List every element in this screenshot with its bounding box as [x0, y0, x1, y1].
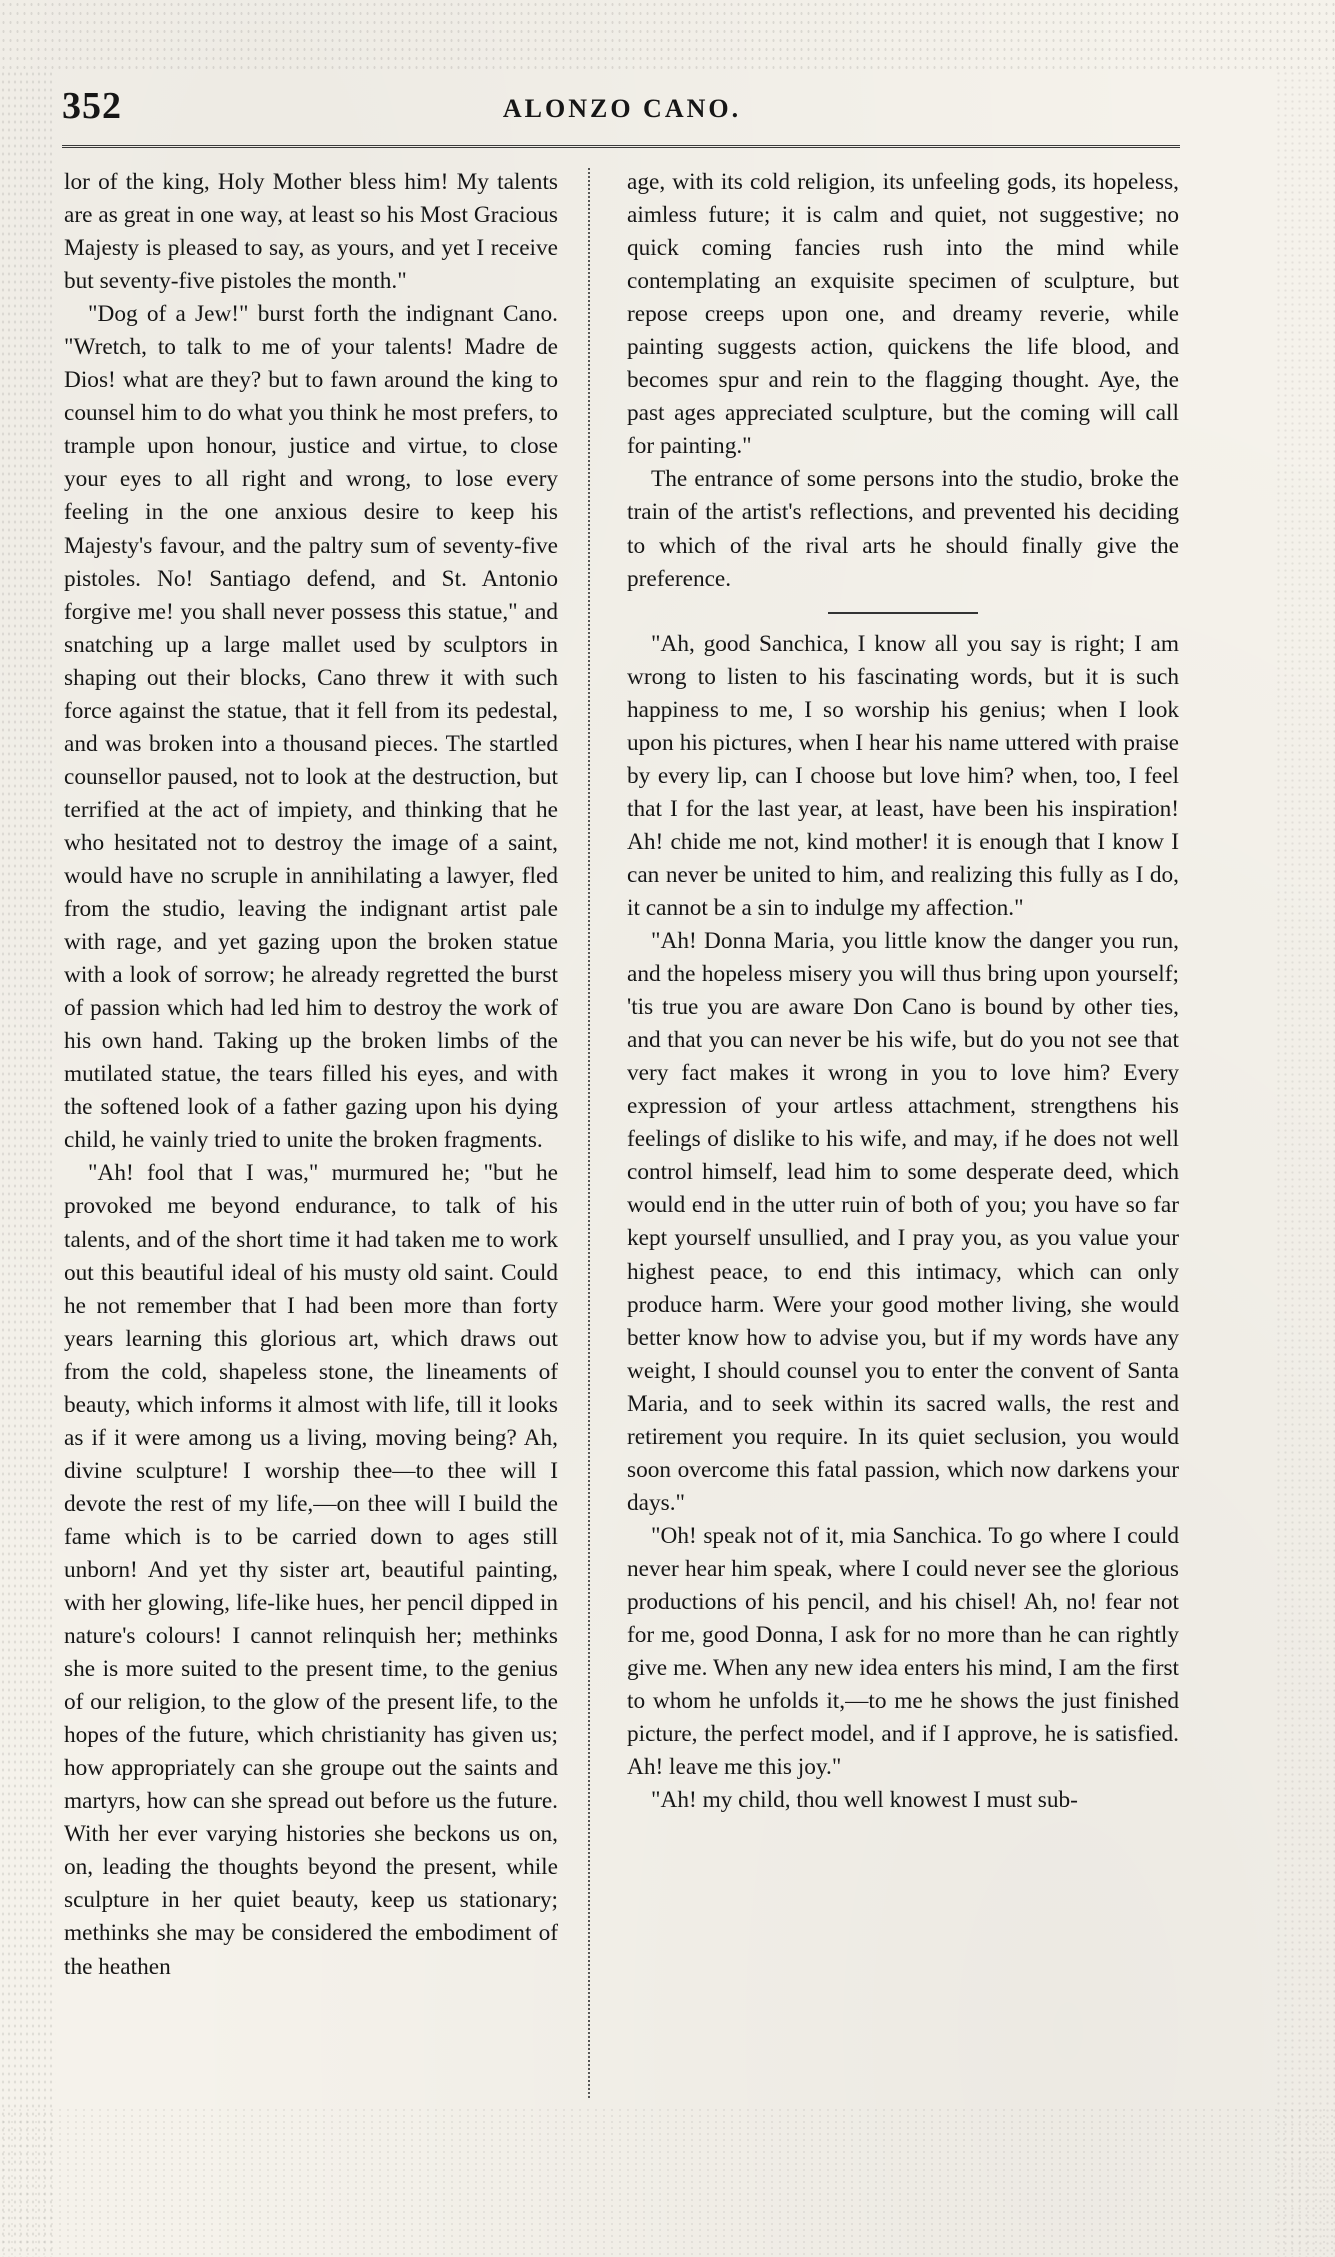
- left-column: [64, 166, 558, 1984]
- left-paragraph-1: lor of the king, Holy Mother bless him! My talents are as great in one way, at least so his Most Gracious Majesty is pleased to say, as yours, and yet I receive but seventy-five pistoles the month.": [64, 169, 558, 295]
- bottom-margin-speckle: [0, 2107, 1335, 2257]
- left-paragraph-3: "Ah! fool that I was," murmured he; "but he provoked me beyond endurance, to talk of his talents, and of the short time it had taken me to work out this beautiful ideal of his musty old saint. Could he not remember that I had been more than forty years learning this glorious art, which draws out from the cold, shapeless stone, the lineaments of beauty, which informs it almost with life, till it looks as if it were among us a living, moving being? Ah, divine sculpture! I worship thee—to thee will I devote the rest of my life,—on thee will I build the fame which is to be carried down to ages still unborn! And yet thy sister art, beautiful painting, with her glowing, life-like hues, her pencil dipped in nature's colours! I cannot relinquish her; methinks she is more suited to the present time, to the genius of our religion, to the glow of the present life, to the hopes of the future, which christianity has given us; how appropriately can she groupe out the saints and martyrs, how can she spread out before us the future. With her ever varying histories she beckons us on, on, leading the thoughts beyond the present, while sculpture in her quiet beauty, keep us stationary; methinks she may be considered the embodiment of the heathen: [64, 1160, 558, 1980]
- left-margin-speckle: [0, 70, 56, 2257]
- section-break-rule: [828, 612, 978, 614]
- page-number: 352: [62, 85, 122, 127]
- right-paragraph-4: "Ah! Donna Maria, you little know the danger you run, and the hopeless misery you will thus bring upon yourself; 'tis true you are aware Don Cano is bound by other ties, and that you can never be his wife, but do you not see that very fact makes it wrong in you to love him? Every expression of your artless attachment, strengthens his feelings of dislike to his wife, and may, if he does not well control himself, lead him to some desperate deed, which would end in the utter ruin of both of you; you have so far kept yourself unsullied, and I pray you, as you value your highest peace, to end this intimacy, which can only produce harm. Were your good mother living, she would better know how to advise you, but if my words have any weight, I should counsel you to enter the convent of Santa Maria, and to seek within its sacred walls, the rest and retirement you require. In its quiet seclusion, you would soon overcome this fatal passion, which now darkens your days.": [627, 928, 1179, 1516]
- left-paragraph-2: "Dog of a Jew!" burst forth the indignant Cano. "Wretch, to talk to me of your talents! Madre de Dios! what are they? but to fawn around the king to counsel him to do what you think he most prefers, to trample upon honour, justice and virtue, to close your eyes to all right and wrong, to lose every feeling in the one anxious desire to keep his Majesty's favour, and the paltry sum of seventy-five pistoles. No! Santiago defend, and St. Antonio forgive me! you shall never possess this statue," and snatching up a large mallet used by sculptors in shaping out their blocks, Cano threw it with such force against the statue, that it fell from its pedestal, and was broken into a thousand pieces. The startled counsellor paused, not to look at the destruction, but terrified at the act of impiety, and thinking that he who hesitated not to destroy the image of a saint, would have no scruple in annihilating a lawyer, fled from the studio, leaving the indignant artist pale with rage, and yet gazing upon the broken statue with a look of sorrow; he already regretted the burst of passion which had led him to destroy the work of his own hand. Taking up the broken limbs of the mutilated statue, the tears filled his eyes, and with the softened look of a father gazing upon his dying child, he vainly tried to unite the broken fragments.: [64, 301, 558, 1154]
- running-title: ALONZO CANO.: [502, 94, 742, 123]
- right-paragraph-2: The entrance of some persons into the studio, broke the train of the artist's reflections, and prevented his deciding to which of the rival arts he should finally give the preference.: [627, 466, 1179, 592]
- right-margin-speckle: [1275, 70, 1335, 2257]
- column-divider: [588, 168, 590, 2098]
- page-header: [62, 84, 1182, 134]
- header-rule: [62, 145, 1180, 148]
- right-paragraph-6: "Ah! my child, thou well knowest I must sub-: [651, 1787, 1078, 1814]
- right-paragraph-1: age, with its cold religion, its unfeeling gods, its hopeless, aimless future; it is calm and quiet, not suggestive; no quick coming fancies rush into the mind while contemplating an exquisite specimen of sculpture, but repose creeps upon one, and dreamy reverie, while painting suggests action, quickens the life blood, and becomes spur and rein to the flagging thought. Aye, the past ages appreciated sculpture, but the coming will call for painting.": [627, 169, 1179, 460]
- right-paragraph-3: "Ah, good Sanchica, I know all you say is right; I am wrong to listen to his fascinating words, but it is such happiness to me, I so worship his genius; when I look upon his pictures, when I hear his name uttered with praise by every lip, can I choose but love him? when, too, I feel that I for the last year, at least, have been his inspiration! Ah! chide me not, kind mother! it is enough that I know I can never be united to him, and realizing this fully as I do, it cannot be a sin to indulge my affection.": [627, 630, 1179, 921]
- top-margin-speckle: [0, 0, 1335, 70]
- right-paragraph-5: "Oh! speak not of it, mia Sanchica. To go where I could never hear him speak, where I could never see the glorious productions of his pencil, and his chisel! Ah, no! fear not for me, good Donna, I ask for no more than he can rightly give me. When any new idea enters his mind, I am the first to whom he unfolds it,—to me he shows the just finished picture, the perfect model, and if I approve, he is satisfied. Ah! leave me this joy.": [627, 1522, 1179, 1781]
- right-column: [627, 166, 1179, 1817]
